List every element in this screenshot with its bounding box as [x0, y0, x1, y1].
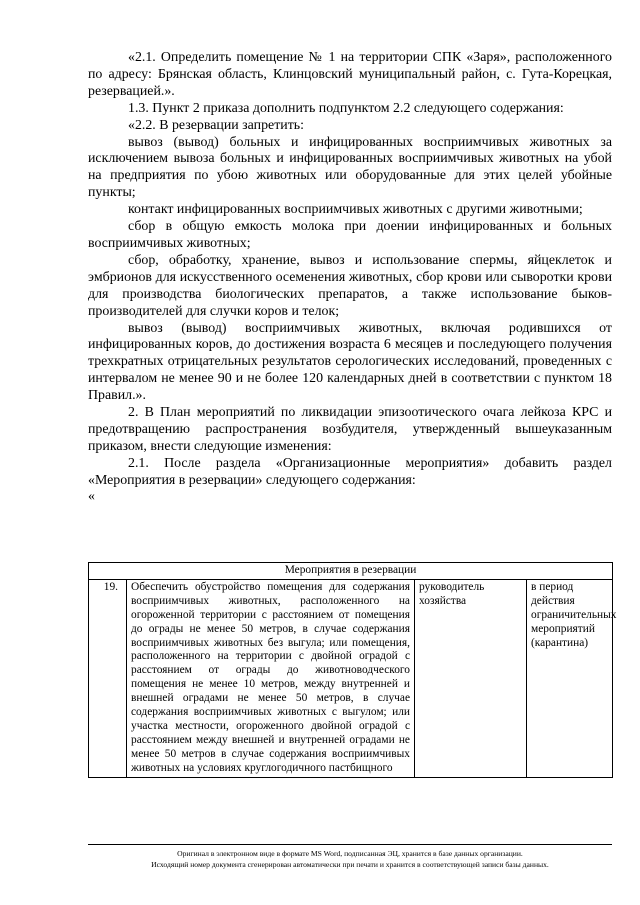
paragraph-2-1-plan: 2.1. После раздела «Организационные мероприятия» добавить раздел «Мероприятия в резервации» следующего содержания: — [88, 455, 612, 488]
table-caption-row — [89, 563, 613, 580]
footer-line-1: Оригинал в электронном виде в формате MS Word, подписанная ЭЦ, хранится в базе данных организации. — [177, 849, 523, 858]
table-row — [89, 579, 613, 777]
document-body — [88, 50, 612, 504]
prohibition-item-2: контакт инфицированных восприимчивых животных с другими животными; — [128, 202, 583, 218]
paragraph-1-3: 1.3. Пункт 2 приказа дополнить подпунктом 2.2 следующего содержания: — [128, 100, 564, 116]
prohibition-item-4: сбор, обработку, хранение, вывоз и использование спермы, яйцеклеток и эмбрионов для искусственного осеменения животных, сбор крови или сыворотки крови для производства биологических препаратов, а также использование быков-производителей для случки коров и телок; — [88, 252, 612, 319]
opening-quote: « — [88, 488, 95, 504]
footer-line-2: Исходящий номер документа сгенерирован автоматически при печати и хранится в соответствующей записи базы данных. — [151, 859, 549, 869]
footer — [88, 849, 612, 870]
paragraph-2-1: «2.1. Определить помещение № 1 на территории СПК «Заря», расположенного по адресу: Брянская область, Клинцовский муниципальный район, с. Гута-Корецкая, резервацией.». — [88, 50, 612, 99]
table-caption: Мероприятия в резервации — [89, 563, 613, 580]
measures-table — [88, 562, 617, 778]
prohibition-item-1: вывоз (вывод) больных и инфицированных восприимчивых животных за исключением вывоза больных и инфицированных восприимчивых животных на убой на предприятия по убою животных или оборудованные для этих целей убойные пункты; — [88, 134, 612, 201]
prohibition-item-5: вывоз (вывод) восприимчивых животных, включая родившихся от инфицированных коров, до достижения возраста 6 месяцев и последующего получения трехкратных отрицательных результатов серологических исследований, проведенных с интервалом не менее 90 и не более 120 календарных дней в соответствии с пунктом 18 Правил.». — [88, 320, 612, 404]
measure-cell: Обеспечить обустройство помещения для содержания восприимчивых животных, расположенного на огороженной территории с расстоянием от помещения до ограды не менее 50 метров, в случае содержания восприимчивых животных без выгула; или помещения, расположенного на территории с двойной оградой с расстоянием от ограды до животноводческого помещения не менее 10 метров, между внутренней и внешней оградами не менее 50 метров, в случае содержания восприимчивых животных с выгулом; или участка местности, огороженного двойной оградой с расстоянием между внешней и внутренней оградами не менее 50 метров в случае содержания восприимчивых животных на условиях круглогодичного пастбищного — [127, 579, 415, 777]
term-cell: в период действия ограничительных мероприятий (карантина) — [527, 579, 613, 777]
paragraph-2-2-intro: «2.2. В резервации запретить: — [128, 117, 304, 133]
prohibition-item-3: сбор в общую емкость молока при доении инфицированных и больных восприимчивых животных; — [88, 219, 612, 251]
responsible-cell: руководитель хозяйства — [415, 579, 527, 777]
row-number: 19. — [89, 579, 127, 777]
footer-divider — [88, 844, 612, 845]
paragraph-2: 2. В План мероприятий по ликвидации эпизоотического очага лейкоза КРС и предотвращению распространения возбудителя, утвержденный вышеуказанным приказом, внести следующие изменения: — [88, 405, 612, 454]
